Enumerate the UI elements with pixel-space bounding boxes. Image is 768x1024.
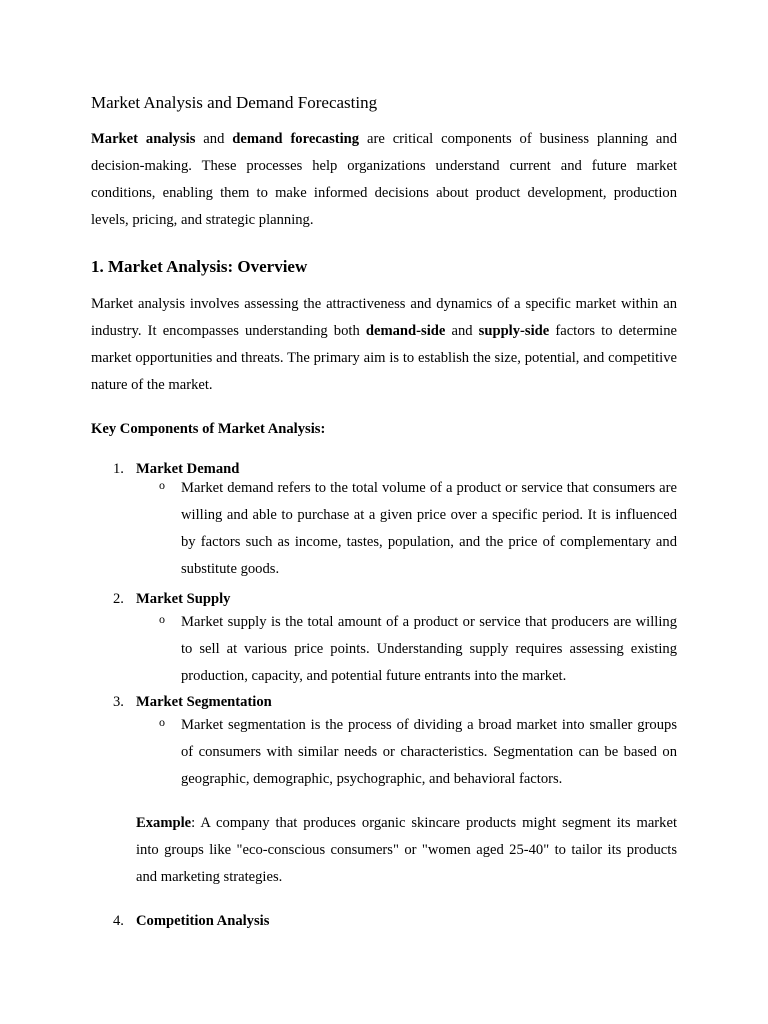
bullet-marker: o: [159, 478, 165, 492]
sub-bullet: [136, 609, 677, 690]
bullet-text: Market segmentation is the process of dividing a broad market into smaller groups of consumers with similar needs or characteristics. Segmentation can be based on geographic, demographic, psychographic, and behavioral factors.: [181, 717, 677, 787]
bullet-marker: o: [159, 715, 165, 729]
bullet-marker: o: [159, 612, 165, 626]
s1-text-1: Market analysis involves assessing the attractiveness and dynamics of a specific market within an industry. It encompasses understanding both: [91, 296, 677, 339]
intro-text-1: and: [195, 131, 233, 147]
section-1-heading: 1. Market Analysis: Overview: [91, 257, 308, 276]
example-label: Example: [136, 815, 192, 831]
s1-text-3: factors to determine market opportunities and threats. The primary aim is to establish the size, potential, and competitive nature of the market.: [91, 323, 677, 393]
document-content: [91, 90, 677, 931]
list-item-title: Market Supply: [136, 591, 231, 607]
list-item-market-segmentation: [91, 692, 677, 793]
list-number: 3.: [113, 694, 124, 710]
list-item-title: Competition Analysis: [136, 913, 270, 929]
section-1-paragraph: [91, 291, 677, 399]
s1-text-2: and: [445, 323, 479, 339]
list-item-title: Market Segmentation: [136, 694, 272, 710]
key-components-heading: Key Components of Market Analysis:: [91, 421, 326, 437]
intro-text-2: are critical components of business planning and decision-making. These processes help organizations understand current and future market conditions, enabling them to make informed decisions about product development, production levels, pricing, and strategic planning.: [91, 131, 677, 228]
example-text: : A company that produces organic skincare products might segment its market into groups like "eco-conscious consumers" or "women aged 25-40" to tailor its products and marketing strategies.: [136, 815, 677, 885]
s1-bold-demand-side: demand-side: [365, 323, 446, 339]
intro-paragraph: [91, 126, 677, 234]
list-item-competition-analysis: [91, 911, 677, 931]
intro-bold-market-analysis: Market analysis: [91, 131, 196, 147]
list-item-market-demand: [91, 459, 677, 583]
sub-bullet: [136, 712, 677, 793]
sub-bullet: [136, 475, 677, 583]
list-number: 2.: [113, 591, 124, 607]
bullet-text: Market supply is the total amount of a product or service that producers are willing to sell at various price points. Understanding supply requires assessing existing production, capacity, and potential future entrants into the market.: [181, 614, 677, 684]
list-number: 4.: [113, 913, 124, 929]
document-title: Market Analysis and Demand Forecasting: [91, 93, 378, 112]
list-item-title: Market Demand: [136, 461, 240, 477]
list-item-market-supply: [91, 589, 677, 690]
s1-bold-supply-side: supply-side: [478, 323, 550, 339]
example-paragraph: [136, 810, 677, 891]
bullet-text: Market demand refers to the total volume of a product or service that consumers are willing and able to purchase at a given price over a specific period. It is influenced by factors such as income, tastes, population, and the price of complementary and substitute goods.: [181, 480, 677, 577]
list-number: 1.: [113, 461, 124, 477]
components-list: [91, 459, 677, 931]
intro-bold-demand-forecasting: demand forecasting: [232, 131, 360, 147]
